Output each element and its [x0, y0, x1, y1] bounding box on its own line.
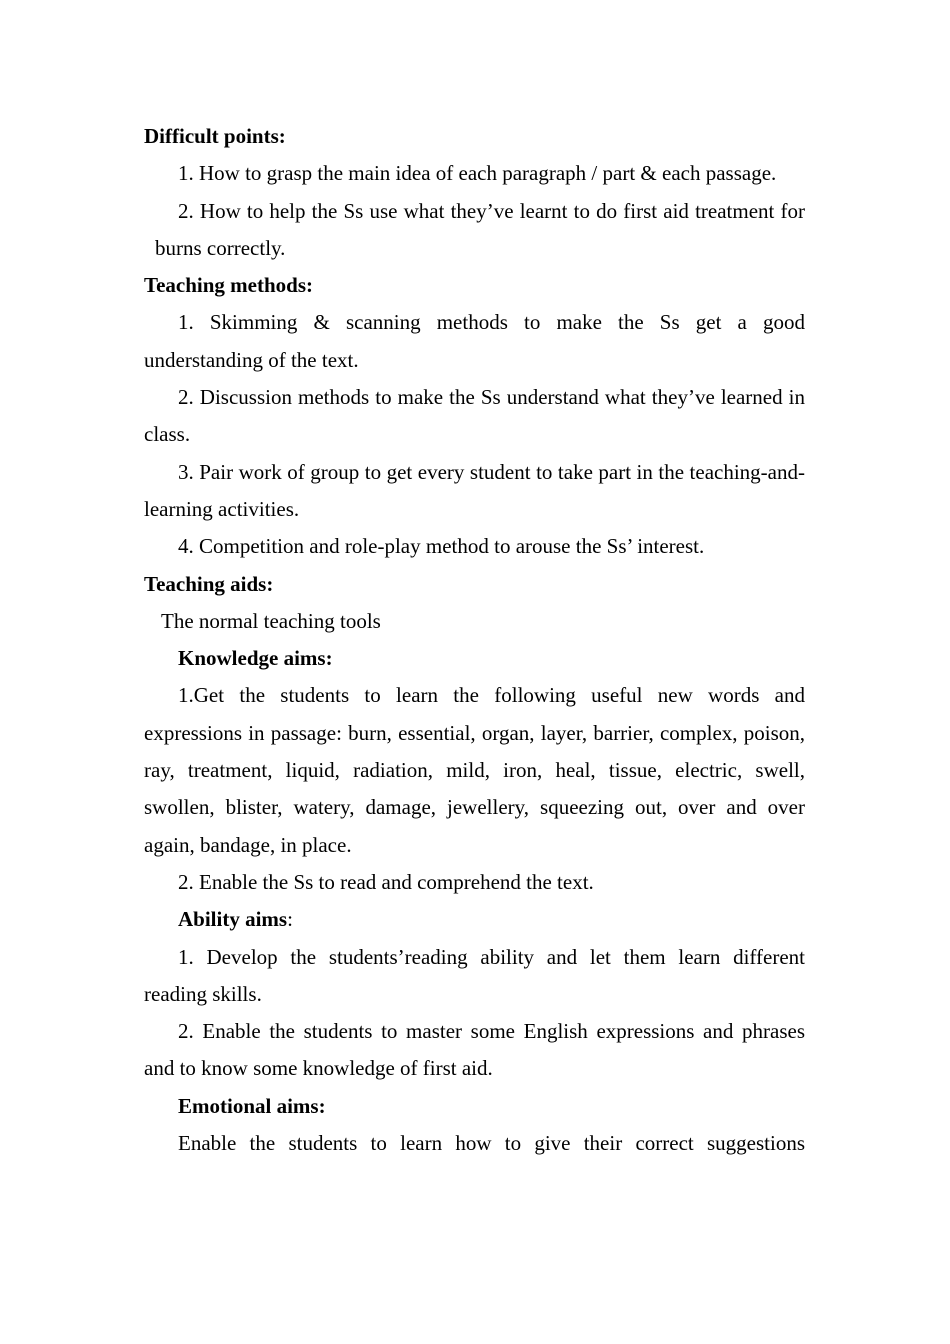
difficult-point-1: 1. How to grasp the main idea of each paragraph / part & each passage. [178, 161, 777, 186]
knowledge-aims-heading: Knowledge aims: [178, 646, 333, 671]
ability-aims-colon: : [287, 907, 293, 932]
emotional-aims-heading: Emotional aims: [178, 1093, 326, 1118]
knowledge-aim-2: 2. Enable the Ss to read and comprehend the text. [178, 869, 594, 894]
ability-aims-title: Ability aims [178, 907, 288, 932]
ability-aim-1: 1. Develop the students’reading ability and let them learn different reading skills. [144, 944, 805, 1006]
teaching-method-3: 3. Pair work of group to get every student to take part in the teaching-and-learning activities. [144, 459, 805, 521]
teaching-method-4: 4. Competition and role-play method to arouse the Ss’ interest. [178, 534, 705, 559]
ability-aims-heading [144, 901, 805, 938]
teaching-method-2: 2. Discussion methods to make the Ss understand what they’ve learned in class. [144, 385, 805, 447]
teaching-methods-heading: Teaching methods: [144, 273, 313, 298]
emotional-aim-text: Enable the students to learn how to give their correct suggestions [178, 1131, 805, 1156]
document-body [144, 118, 805, 1162]
teaching-aids-text: The normal teaching tools [161, 608, 381, 633]
difficult-points-heading: Difficult points: [144, 124, 286, 148]
difficult-point-2: 2. How to help the Ss use what they’ve learnt to do first aid treatment for burns correctly. [155, 198, 805, 260]
knowledge-aim-1: 1.Get the students to learn the following useful new words and expressions in passage: burn, essential, organ, layer, barrier, complex, poison, ray, treatment, liquid, radiation, mild, iron, heal, tissue, electric, swell, swollen, blister, watery, damage, jewellery, squeezing out, over and over again, bandage, in place. [144, 683, 805, 857]
ability-aim-2: 2. Enable the students to master some English expressions and phrases and to know some knowledge of first aid. [144, 1019, 805, 1081]
teaching-method-1: 1. Skimming & scanning methods to make the Ss get a good understanding of the text. [144, 310, 805, 372]
teaching-aids-heading: Teaching aids: [144, 571, 274, 596]
